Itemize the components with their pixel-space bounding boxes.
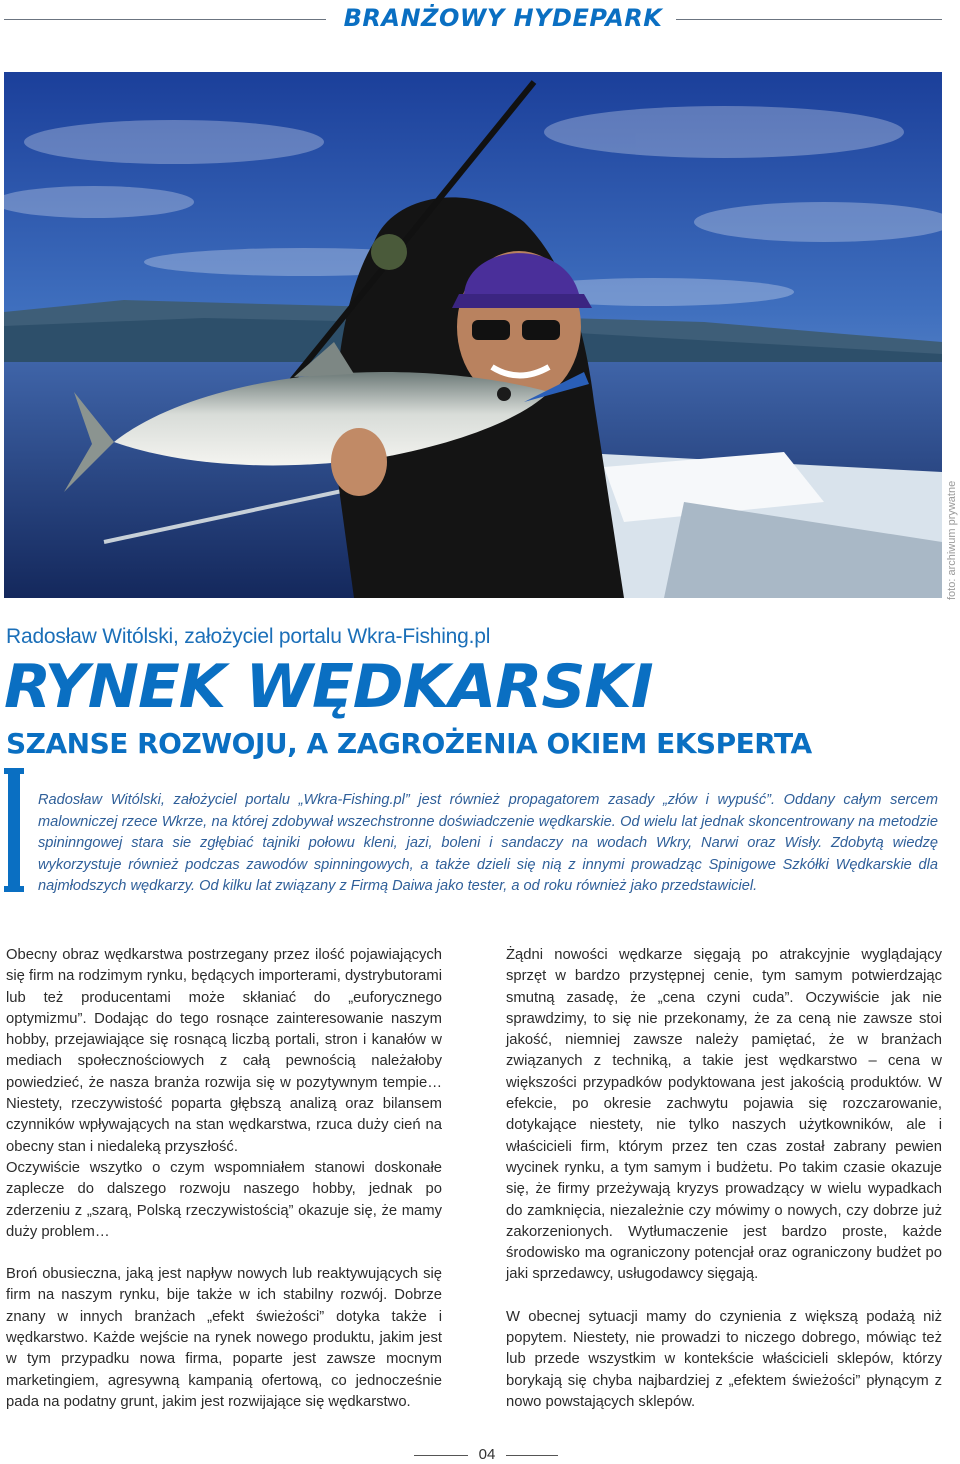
angler-photo-illustration <box>4 72 942 598</box>
article-intro: Radosław Witólski, założyciel portalu „Wkra-Fishing.pl” jest również propagatorem zasady „złów i wypuść”. Oddany całym sercem malowniczej rzece Wkrze, na której zdobywał wszechstronne doświadczenie wędkarskie. Od wielu lat jednak skoncentrowany na metodzie spininngowej stara sie zgłębiać tajniki połowu kleni, jazi, boleni i sandaczy na wodach Wkry, Narwi oraz Wisły. Zdobytą wiedzę wykorzystuje również podczas zawodów spinningowych, a także dzieli się nią z innymi prowadząc Spinigowe Szkółki Wędkarskie dla najmłodszych wędkarzy. Od kilku lat związany z Firmą Daiwa jako tester, a od roku również jako przedstawiciel. <box>38 792 938 895</box>
paragraph: W obecnej sytuacji mamy do czynienia z większą podażą niż popytem. Niestety, nie prowadzi to niczego dobrego, mówiąc też lub przede wszystkim w kontekście właścicieli sklepów, którzy borykają się chyba najbardziej z „efektem świeżości” płynącym z nowo powstających sklepów. <box>506 1308 942 1410</box>
intro-accent-bar <box>8 768 20 892</box>
photo-caption: Radosław Witólski, założyciel portalu Wkra-Fishing.pl <box>6 625 491 648</box>
footer-rule-right <box>506 1455 558 1456</box>
article-photo <box>4 72 942 598</box>
section-title: BRANŻOWY HYDEPARK <box>343 4 663 32</box>
paragraph: Oczywiście wszytko o czym wspomniałem stanowi doskonałe zaplecze do dalszego rozwoju naszego hobby, jednak po zderzeniu z „szarą, Polską rzeczywistością” okazuje się, że mamy duży problem… <box>6 1159 442 1240</box>
page-number: 04 <box>478 1446 496 1463</box>
paragraph: Obecny obraz wędkarstwa postrzegany przez ilość pojawiających się firm na rodzimym rynku, będących importerami, dystrybutorami lub też producentami może skłaniać do „euforycznego optymizmu”. Dodając do tego rosnące zainteresowanie naszym hobby, przejawiające się rosnącą liczbą portali, stron i kanałów w mediach społecznościowych z całą pewnością należałoby powiedzieć, że nasza branża rozwija się w pozytywnym tempie… Niestety, rzeczywistość poparta głębszą analizą oraz bilansem czynników wpływających na stan wędkarstwa, rzuca duży cień na obecny stan i niedaleką przyszłość. <box>6 947 442 1155</box>
header-rule-left <box>4 19 326 20</box>
footer-rule-left <box>414 1455 468 1456</box>
article-subheadline: SZANSE ROZWOJU, A ZAGROŻENIA OKIEM EKSPERTA <box>6 727 812 760</box>
photo-credit: foto: archiwum prywatne <box>946 480 958 600</box>
article-headline: RYNEK WĘDKARSKI <box>4 652 653 722</box>
article-column-right <box>506 945 942 1413</box>
header-rule-right <box>676 19 942 20</box>
paragraph: Broń obusieczna, jaką jest napływ nowych lub reaktywujących się firm na naszym rynku, bije także w ich stabilny rozwój. Dobrze znany w innych branżach „efekt świeżości” dotyka także i wędkarstwo. Każde wejście na rynek nowego produktu, jakim jest w tym przypadku nowa firma, poparte jest zawsze mocnym marketingiem, agresywną kampanią ofertową, co jednocześnie pada na podatny grunt, jakim jest rozwijające się wędkarstwo. <box>6 1266 442 1410</box>
paragraph: Żądni nowości wędkarze sięgają po atrakcyjnie wyglądający sprzęt w bardzo przystępnej cenie, tym samym potwierdzając smutną zasadę, że „cena czyni cuda”. Oczywiście jak nie sprawdzimy, to się nie przekonamy, że za ceną nie zawsze stoi jakość, niemniej zawsze należy pamiętać, że w branżach związanych z techniką, a takie jest wędkarstwo – cena w większości przypadków podyktowana jest jakością produktów. W efekcie, po okresie zachwytu pojawia się rozczarowanie, dotykające niestety, nie tylko naszych użytkowników, ale i właścicieli firm, którym przez ten czas został zabrany pewien wycinek rynku, a tym samym i budżetu. Po takim czasie okazuje się, że firmy przeżywają kryzys prowadzący w wielu wypadkach do zamknięcia, niezależnie czy mówimy o nowych, czy dobrze już zakorzenionych. Wytłumaczenie jest bardzo proste, każde środowisko ma ograniczony potencjał oraz ograniczony budżet po jaki sprzedawcy, usługodawcy sięgają. <box>506 947 942 1283</box>
article-column-left <box>6 945 442 1413</box>
